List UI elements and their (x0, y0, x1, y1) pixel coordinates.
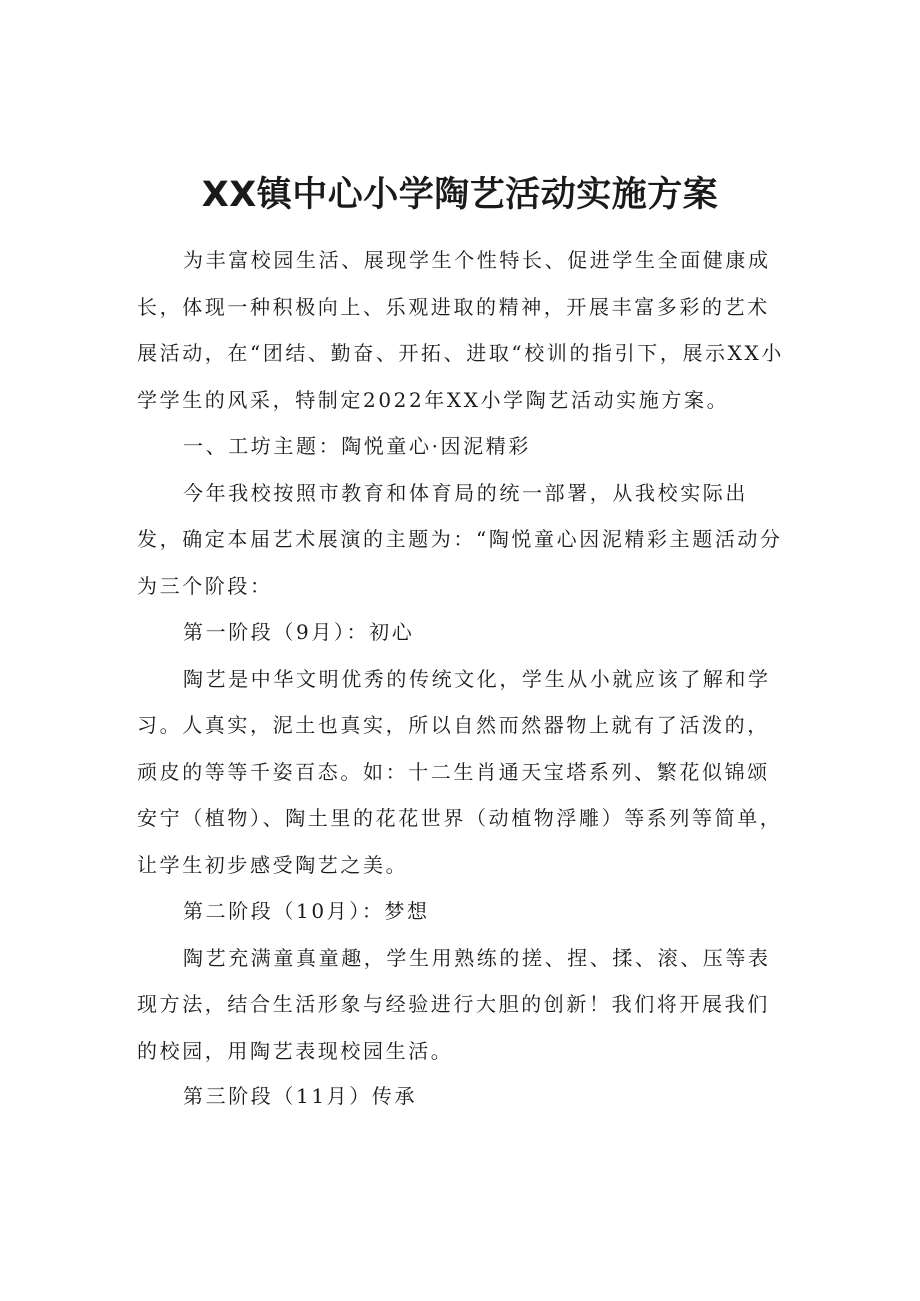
stage-three-heading: 第三阶段（11月）传承 (183, 1084, 418, 1108)
intro-paragraph: 为丰富校园生活、展现学生个性特长、促进学生全面健康成长，体现一种积极向上、乐观进取的精神，开展丰富多彩的艺术展活动，在“团结、勤奋、开拓、进取“校训的指引下，展示XX小学学生的风采，特制定2022年XX小学陶艺活动实施方案。 (137, 248, 784, 412)
section-heading-theme: 一、工坊主题：陶悦童心·因泥精彩 (183, 434, 531, 458)
document-title: XX镇中心小学陶艺活动实施方案 (201, 175, 719, 215)
stage-one-heading: 第一阶段（9月）：初心 (183, 620, 415, 644)
stage-two-paragraph: 陶艺充满童真童趣，学生用熟练的搓、捏、揉、滚、压等表现方法，结合生活形象与经验进行大胆的创新！我们将开展我们的校园，用陶艺表现校园生活。 (137, 945, 771, 1063)
stage-one-paragraph: 陶艺是中华文明优秀的传统文化，学生从小就应该了解和学习。人真实，泥土也真实，所以自然而然器物上就有了活泼的，顽皮的等等千姿百态。如：十二生肖通天宝塔系列、繁花似锦颂安宁（植物）、陶土里的花花世界（动植物浮雕）等系列等简单，让学生初步感受陶艺之美。 (137, 666, 783, 877)
stage-two-heading: 第二阶段（10月）：梦想 (183, 899, 430, 923)
theme-paragraph: 今年我校按照市教育和体育局的统一部署，从我校实际出发，确定本届艺术展演的主题为：“陶悦童心因泥精彩主题活动分为三个阶段： (137, 480, 783, 598)
document-body (137, 237, 792, 1118)
